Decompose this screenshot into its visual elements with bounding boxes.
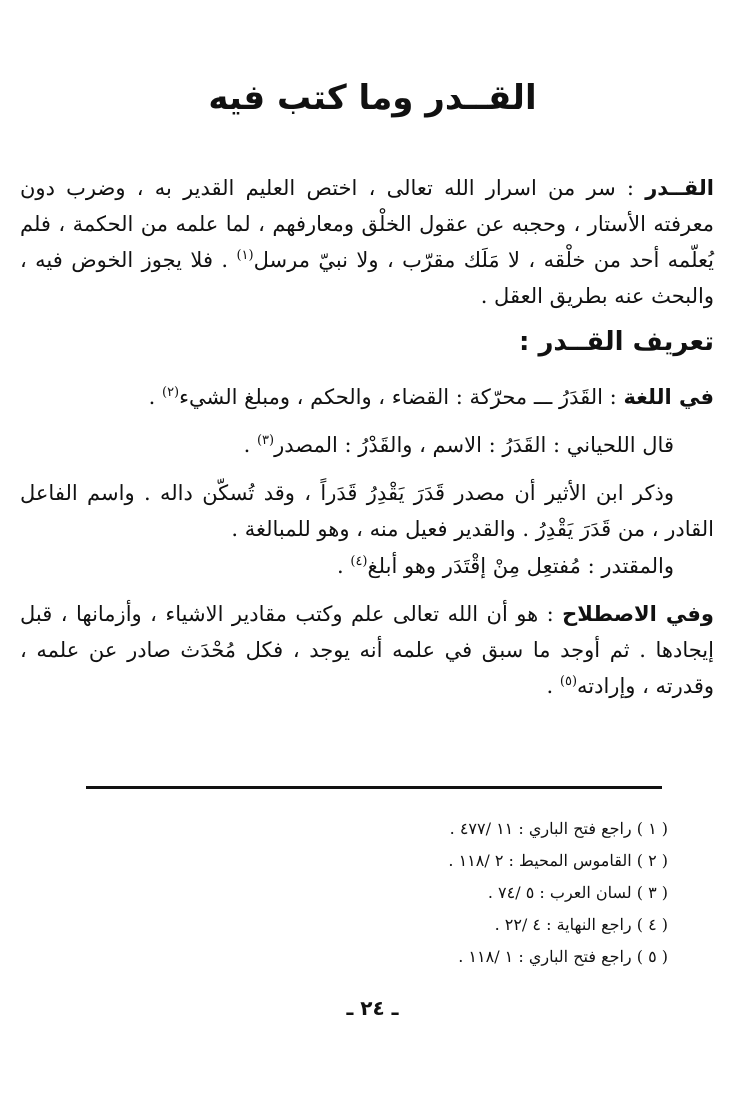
footnote-ref-4: (٤) <box>350 553 368 569</box>
footnote-ref-2: (٢) <box>161 385 180 401</box>
footnote-ref-1: (١) <box>236 248 254 264</box>
footnote-divider <box>86 786 662 789</box>
footnote-4: ( ٤ ) راجع النهاية : ٤ /٢٢ . <box>494 915 668 934</box>
footnote-1: ( ١ ) راجع فتح الباري : ١١ /٤٧٧ . <box>449 819 668 838</box>
qadar-lead-term: القــدر <box>645 176 714 200</box>
istilah-end: . <box>546 673 560 698</box>
muqtadir-paragraph <box>20 548 714 584</box>
lihyani-end: . <box>243 433 257 458</box>
footnote-ref-3: (٣) <box>256 433 275 449</box>
qadar-text: : سر من اسرار الله تعالى ، اختص العليم القدير به ، وضرب دون معرفته الأستار ، وحجبه عن عقول الخلْق ومعارفهم ، لما علمه من الحكمة ، فلم يُعلّمه أحد من خلْقه ، لا مَلَك مقرّب ، ولا نبيّ مرسل <box>20 176 714 273</box>
qadar-text-end: . فلا يجوز الخوض فيه ، والبحث عنه بطريق العقل . <box>20 248 714 309</box>
lugha-lead-term: في اللغة <box>623 385 714 410</box>
page-number: ـ ٢٤ ـ <box>346 996 399 1020</box>
section-heading: تعريف القــدر : <box>519 327 714 358</box>
page-title: القــدر وما كتب فيه <box>208 78 537 118</box>
lugha-end: . <box>148 385 162 410</box>
footnotes-list <box>40 813 668 973</box>
istilah-paragraph <box>20 596 714 704</box>
footnote-5: ( ٥ ) راجع فتح الباري : ١ /١١٨ . <box>458 947 668 966</box>
lihyani-paragraph <box>20 427 714 463</box>
lihyani-text: قال اللحياني : القَدَرُ : الاسم ، والقَدْرُ : المصدر <box>274 433 674 458</box>
lugha-paragraph <box>20 379 714 415</box>
lugha-text: : القَدَرُ ـــ محرّكة : القضاء ، والحكم ، ومبلغ الشيء <box>179 385 624 410</box>
main-text <box>20 170 714 704</box>
muqtadir-end: . <box>337 553 351 578</box>
qadar-paragraph <box>20 170 714 314</box>
muqtadir-text: والمقتدر : مُفتعِل مِنْ إقْتَدَر وهو أبلغ <box>367 553 674 578</box>
istilah-text: : هو أن الله تعالى علم وكتب مقادير الاشياء ، وأزمانها ، قبل إيجادها . ثم أوجد ما سبق في علمه أنه يوجد ، فكل مُحْدَث صادر عن علمه ، وقدرته ، وإرادته <box>20 601 714 698</box>
footnote-ref-5: (٥) <box>559 673 578 689</box>
footnote-3: ( ٣ ) لسان العرب : ٥ /٧٤ . <box>487 883 668 902</box>
footnote-2: ( ٢ ) القاموس المحيط : ٢ /١١٨ . <box>448 851 668 870</box>
istilah-lead-term: وفي الاصطلاح <box>562 601 714 626</box>
athir-paragraph: وذكر ابن الأثير أن مصدر قَدَرَ يَقْدِرُ قَدَراً ، وقد تُسكّن داله . واسم الفاعل القادر ، من قَدَرَ يَقْدِرُ . والقدير فعيل منه ، وهو للمبالغة . <box>20 481 714 542</box>
